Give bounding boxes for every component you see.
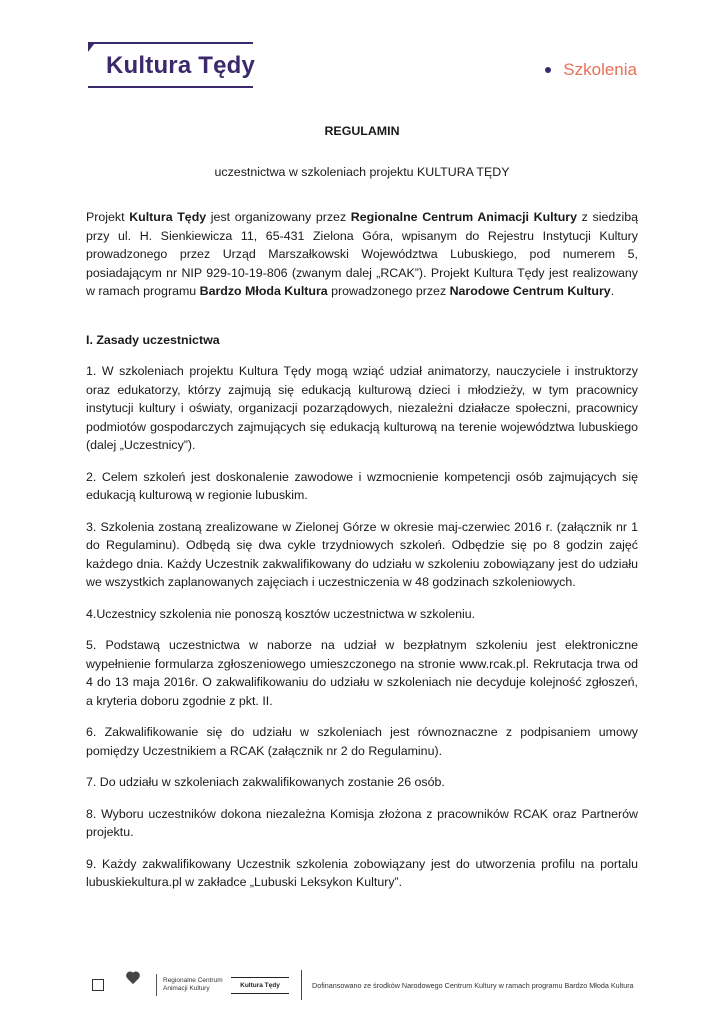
footer-divider (301, 970, 302, 1000)
intro-text: Projekt (86, 210, 130, 224)
section-heading: I. Zasady uczestnictwa (86, 332, 220, 347)
rule-item: 1. W szkoleniach projektu Kultura Tędy mogą wziąć udział animatorzy, nauczyciele i instruktorzy oraz edukatorzy, którzy zajmują się edukacją kulturową dzieci i młodzieży, w tym pracownicy instytucji kultury i oświaty, organizacji pozarządowych, niezależni działacze społeczni, pracownicy podmiotów gospodarczych zajmujących się edukacją kulturową na terenie województwa lubuskiego (dalej „Uczestnicy”). (86, 364, 638, 452)
kultura-tedy-footer-logo: Kultura Tędy (231, 982, 289, 989)
rule-item: 3. Szkolenia zostaną zrealizowane w Zielonej Górze w okresie maj-czerwiec 2016 r. (załącznik nr 1 do Regulaminu). Odbędą się dwa cykle trzydniowych szkoleń. Odbędzie się po 8 godzin zajęć każdego dnia. Każdy Uczestnik zakwalifikowany do udziału w szkoleniu zobowiązany jest do udziału we wszystkich zaplanowanych zajęciach i uczestniczenia w 48 godzinach szkoleniowych. (86, 519, 638, 589)
rule-item: 6. Zakwalifikowanie się do udziału w szkoleniach jest równoznaczne z podpisaniem umowy pomiędzy Uczestnikiem a RCAK (załącznik nr 2 do Regulaminu). (86, 725, 638, 758)
bullet-dot-icon (545, 67, 551, 73)
organizer-name: Regionalne Centrum Animacji Kultury (350, 210, 578, 224)
logo-underline (88, 86, 253, 88)
footer (86, 968, 640, 1002)
rcak-line2: Animacji Kultury (163, 985, 210, 992)
intro-text: jest organizowany przez (206, 210, 351, 224)
ncc-name: Narodowe Centrum Kultury (449, 284, 611, 298)
rcak-line1: Regionalne Centrum (163, 977, 223, 984)
footer-separator (156, 974, 157, 996)
kultura-tedy-logo: Kultura Tędy (106, 52, 256, 79)
rule-item: 2. Celem szkoleń jest doskonalenie zawodowe i wzmocnienie kompetencji osób zajmujących się edukacją kulturową w regionie lubuskim. (86, 469, 638, 502)
document-body (86, 122, 638, 892)
rule-item: 8. Wyboru uczestników dokona niezależna Komisja złożona z pracowników RCAK oraz Partnerów projektu. (86, 806, 638, 839)
logo-corner-mark (88, 44, 94, 52)
rule-item: 9. Każdy zakwalifikowany Uczestnik szkolenia zobowiązany jest do utworzenia profilu na portalu lubuskiekultura.pl w zakładce „Lubuski Leksykon Kultury”. (86, 856, 638, 889)
intro-text: prowadzonego przez (327, 284, 450, 298)
intro-paragraph (86, 208, 638, 301)
intro-text: z siedzibą przy ul. H. Sienkiewicza 11, 65-431 Zielona Góra, wpisanym do Rejestru Instytucji Kultury prowadzonego przez Urząd Marszałkowski Województwa Lubuskiego, pod numerem 5, posiadającym nr NIP 929-10-19-806 (zwanym dalej „RCAK”). Projekt Kultura Tędy jest realizowany w ramach programu (86, 210, 638, 298)
ministry-logo-icon (86, 973, 110, 997)
rule-item: 7. Do udziału w szkoleniach zakwalifikowanych zostanie 26 osób. (86, 775, 445, 789)
funding-note: Dofinansowano ze środków Narodowego Centrum Kultury w ramach programu Bardzo Młoda Kultura (312, 980, 634, 990)
rule-item: 4.Uczestnicy szkolenia nie ponoszą kosztów uczestnictwa w szkoleniu. (86, 606, 476, 621)
section-label: Szkolenia (563, 60, 637, 79)
intro-text: . (610, 284, 615, 298)
section-tag (545, 60, 637, 80)
document-title: REGULAMIN (324, 124, 400, 138)
rule-item: 5. Podstawą uczestnictwa w naborze na udział w bezpłatnym szkoleniu jest elektroniczne wypełnienie formularza zgłoszeniowego umieszczonego na stronie www.rcak.pl. Rekrutacja trwa od 4 do 13 maja 2016r. O zakwalifikowaniu do udziału w szkoleniach nie decyduje kolejność zgłoszeń, a kryteria doboru zgodnie z pkt. II. (86, 638, 638, 708)
program-name: Bardzo Młoda Kultura (199, 284, 328, 298)
logo-top-bar (88, 42, 253, 44)
rcak-logo (163, 977, 227, 993)
document-subtitle: uczestnictwa w szkoleniach projektu KULTURA TĘDY (214, 164, 510, 179)
project-name: Kultura Tędy (129, 210, 207, 224)
bmk-logo-icon (116, 972, 150, 998)
